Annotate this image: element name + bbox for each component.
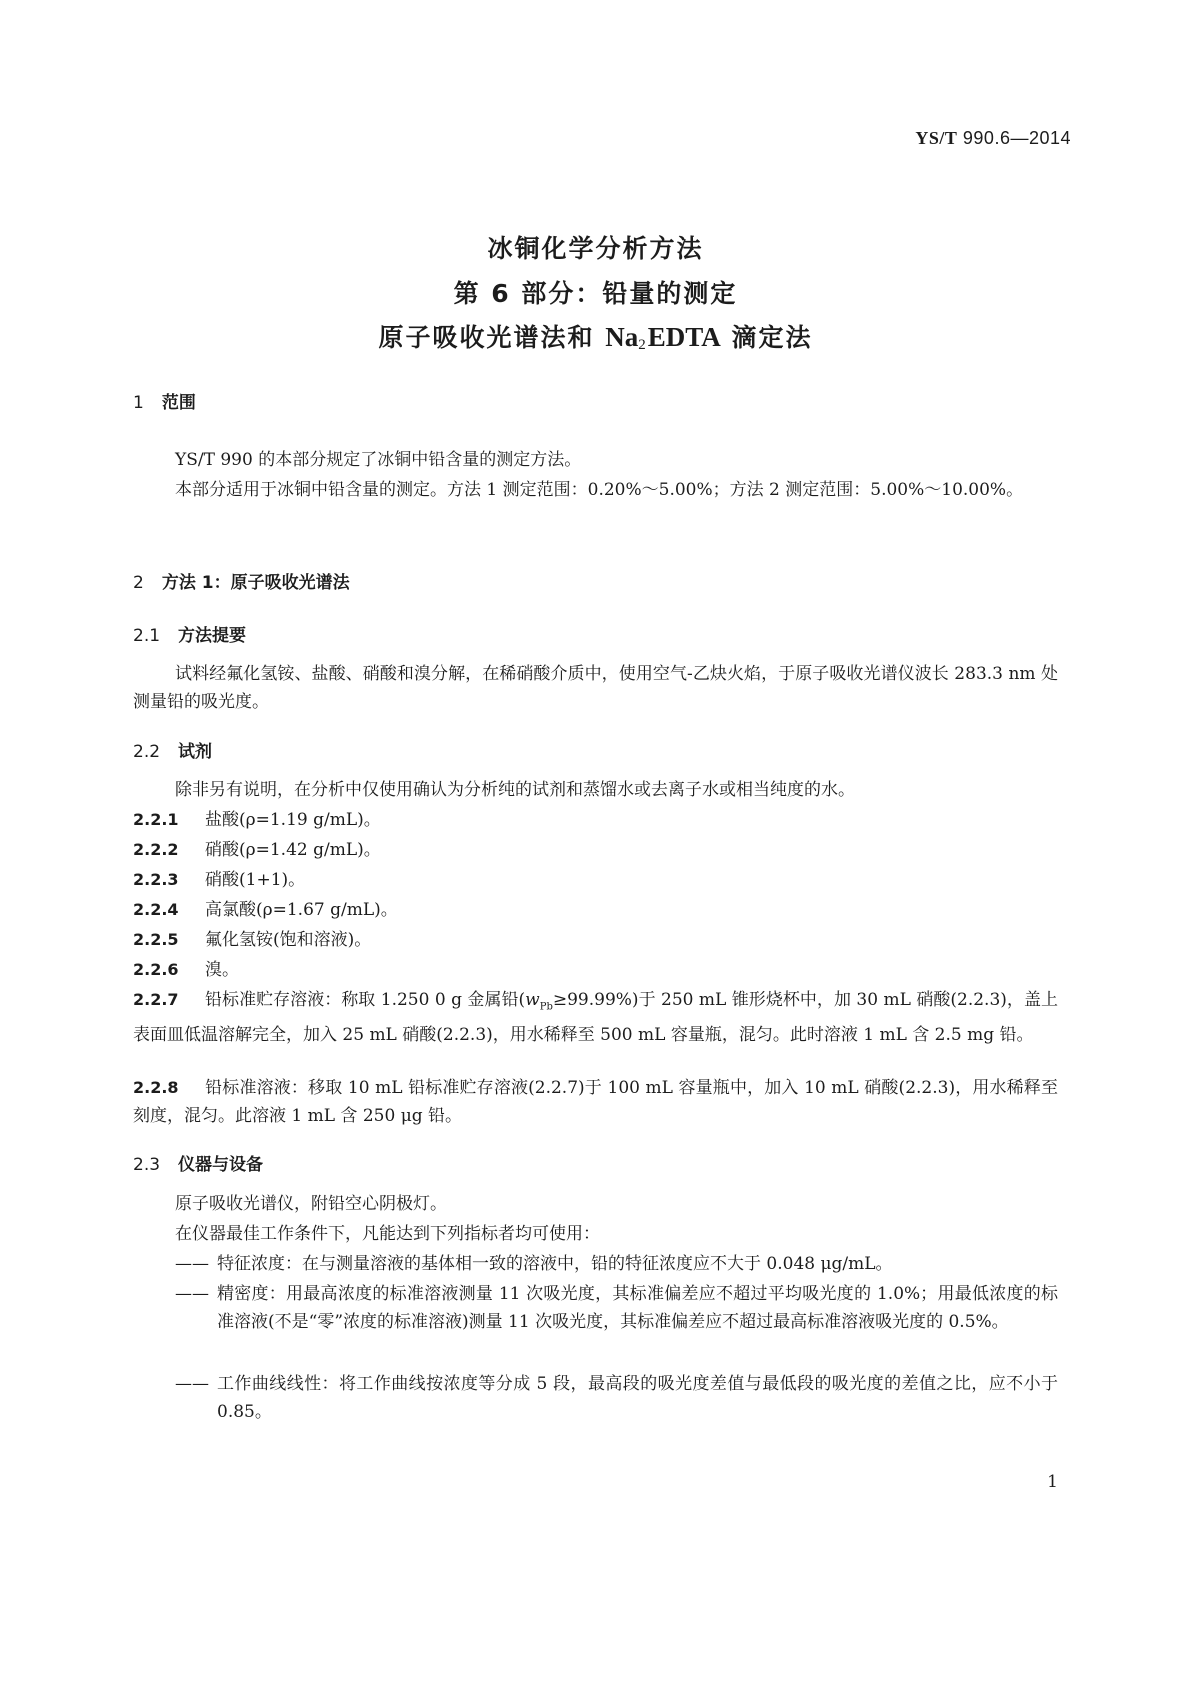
item-text: 硝酸(ρ=1.42 g/mL)。	[205, 840, 381, 860]
title-line-3-part-a: 原子吸收光谱法和	[378, 323, 595, 352]
requirement-item	[175, 1370, 1058, 1426]
mass-fraction-symbol: w	[525, 990, 540, 1010]
item-number: 2.2.2	[133, 840, 179, 859]
standard-number: 990.6—2014	[962, 128, 1071, 148]
reagent-item	[133, 836, 1058, 864]
item-text: 硝酸(1+1)。	[205, 870, 306, 890]
section-2-1-paragraph: 试料经氟化氢铵、盐酸、硝酸和溴分解，在稀硝酸介质中，使用空气-乙炔火焰，于原子吸收光谱仪波长 283.3 nm 处测量铅的吸光度。	[133, 664, 1058, 712]
dash-mark: ——	[175, 1284, 209, 1304]
title-line-1: 冰铜化学分析方法	[487, 234, 704, 263]
title-line-3	[0, 318, 1191, 354]
item-text: 盐酸(ρ=1.19 g/mL)。	[205, 810, 381, 830]
item-number: 2.2.6	[133, 960, 179, 979]
reagent-item	[133, 896, 1058, 924]
section-number: 2.1	[133, 626, 161, 646]
reagent-item	[133, 1074, 1058, 1130]
section-number: 2	[133, 573, 144, 593]
title-line-2: 第 6 部分：铅量的测定	[453, 279, 738, 308]
section-1-paragraph-2: 本部分适用于冰铜中铅含量的测定。方法 1 测定范围：0.20%～5.00%；方法 2 测定范围：5.00%～10.00%。	[175, 480, 1024, 500]
requirement-item	[175, 1280, 1058, 1336]
section-2-heading	[133, 568, 350, 593]
section-title: 方法 1：原子吸收光谱法	[161, 573, 350, 593]
mass-fraction-subscript: Pb	[539, 1001, 553, 1013]
item-number: 2.2.4	[133, 900, 179, 919]
item-number: 2.2.3	[133, 870, 179, 889]
requirement-text: 工作曲线线性：将工作曲线按浓度等分成 5 段，最高段的吸光度差值与最低段的吸光度的差值之比，应不小于 0.85。	[217, 1374, 1058, 1422]
section-1-paragraph-1: YS/T 990 的本部分规定了冰铜中铅含量的测定方法。	[175, 450, 582, 470]
item-text: 高氯酸(ρ=1.67 g/mL)。	[205, 900, 398, 920]
dash-mark: ——	[175, 1374, 209, 1394]
section-title: 范围	[161, 393, 196, 413]
dash-mark: ——	[175, 1254, 209, 1274]
reagent-item	[133, 866, 1058, 894]
item-text: 氟化氢铵(饱和溶液)。	[205, 930, 372, 950]
section-number: 1	[133, 393, 144, 413]
title-formula-edta: EDTA	[647, 322, 721, 352]
item-text-part-b: ≥99.99%)于 250 mL 锥形烧杯中，加 30 mL 硝酸(2.2.3)，盖上表面皿低温溶解完全，加入 25 mL 硝酸(2.2.3)，用水稀释至 500 mL 容量瓶，混匀。此时溶液 1 mL 含 2.5 mg 铅。	[133, 990, 1058, 1046]
section-2-2-intro: 除非另有说明，在分析中仅使用确认为分析纯的试剂和蒸馏水或去离子水或相当纯度的水。	[175, 780, 855, 800]
item-number: 2.2.7	[133, 990, 179, 1009]
standard-code	[915, 128, 1071, 149]
reagent-item	[133, 806, 1058, 834]
section-number: 2.2	[133, 742, 161, 762]
title-formula-na: Na	[605, 322, 639, 352]
section-title: 试剂	[178, 742, 213, 762]
section-2-3-heading	[133, 1150, 263, 1175]
section-2-3-paragraph-1: 原子吸收光谱仪，附铅空心阴极灯。	[175, 1194, 447, 1214]
reagent-item	[133, 986, 1058, 1049]
requirement-item	[175, 1250, 1058, 1278]
item-text: 溴。	[205, 960, 239, 980]
reagent-item	[133, 956, 1058, 984]
section-2-3-paragraph-2: 在仪器最佳工作条件下，凡能达到下列指标者均可使用：	[175, 1224, 600, 1244]
title-formula-subscript: 2	[638, 337, 648, 353]
standard-prefix: YS/T	[915, 128, 958, 148]
requirement-text: 精密度：用最高浓度的标准溶液测量 11 次吸光度，其标准偏差应不超过平均吸光度的 1.0%；用最低浓度的标准溶液(不是“零”浓度的标准溶液)测量 11 次吸光度，其标准偏差应不超过最高标准溶液吸光度的 0.5%。	[217, 1284, 1058, 1332]
section-title: 仪器与设备	[178, 1155, 264, 1175]
section-number: 2.3	[133, 1155, 161, 1175]
item-number: 2.2.5	[133, 930, 179, 949]
reagent-item	[133, 926, 1058, 954]
item-text-part-a: 铅标准贮存溶液：称取 1.250 0 g 金属铅(	[205, 990, 526, 1010]
item-number: 2.2.8	[133, 1078, 179, 1097]
section-2-1-heading	[133, 621, 246, 646]
item-number: 2.2.1	[133, 810, 179, 829]
title-line-3-part-d: 滴定法	[731, 323, 813, 352]
section-2-2-heading	[133, 737, 212, 762]
page-number: 1	[1047, 1472, 1058, 1492]
requirement-text: 特征浓度：在与测量溶液的基体相一致的溶液中，铅的特征浓度应不大于 0.048 μg/mL。	[217, 1254, 893, 1274]
section-title: 方法提要	[178, 626, 247, 646]
item-text: 铅标准溶液：移取 10 mL 铅标准贮存溶液(2.2.7)于 100 mL 容量瓶中，加入 10 mL 硝酸(2.2.3)，用水稀释至刻度，混匀。此溶液 1 mL 含 250 μg 铅。	[133, 1078, 1058, 1126]
section-1-heading	[133, 388, 196, 413]
